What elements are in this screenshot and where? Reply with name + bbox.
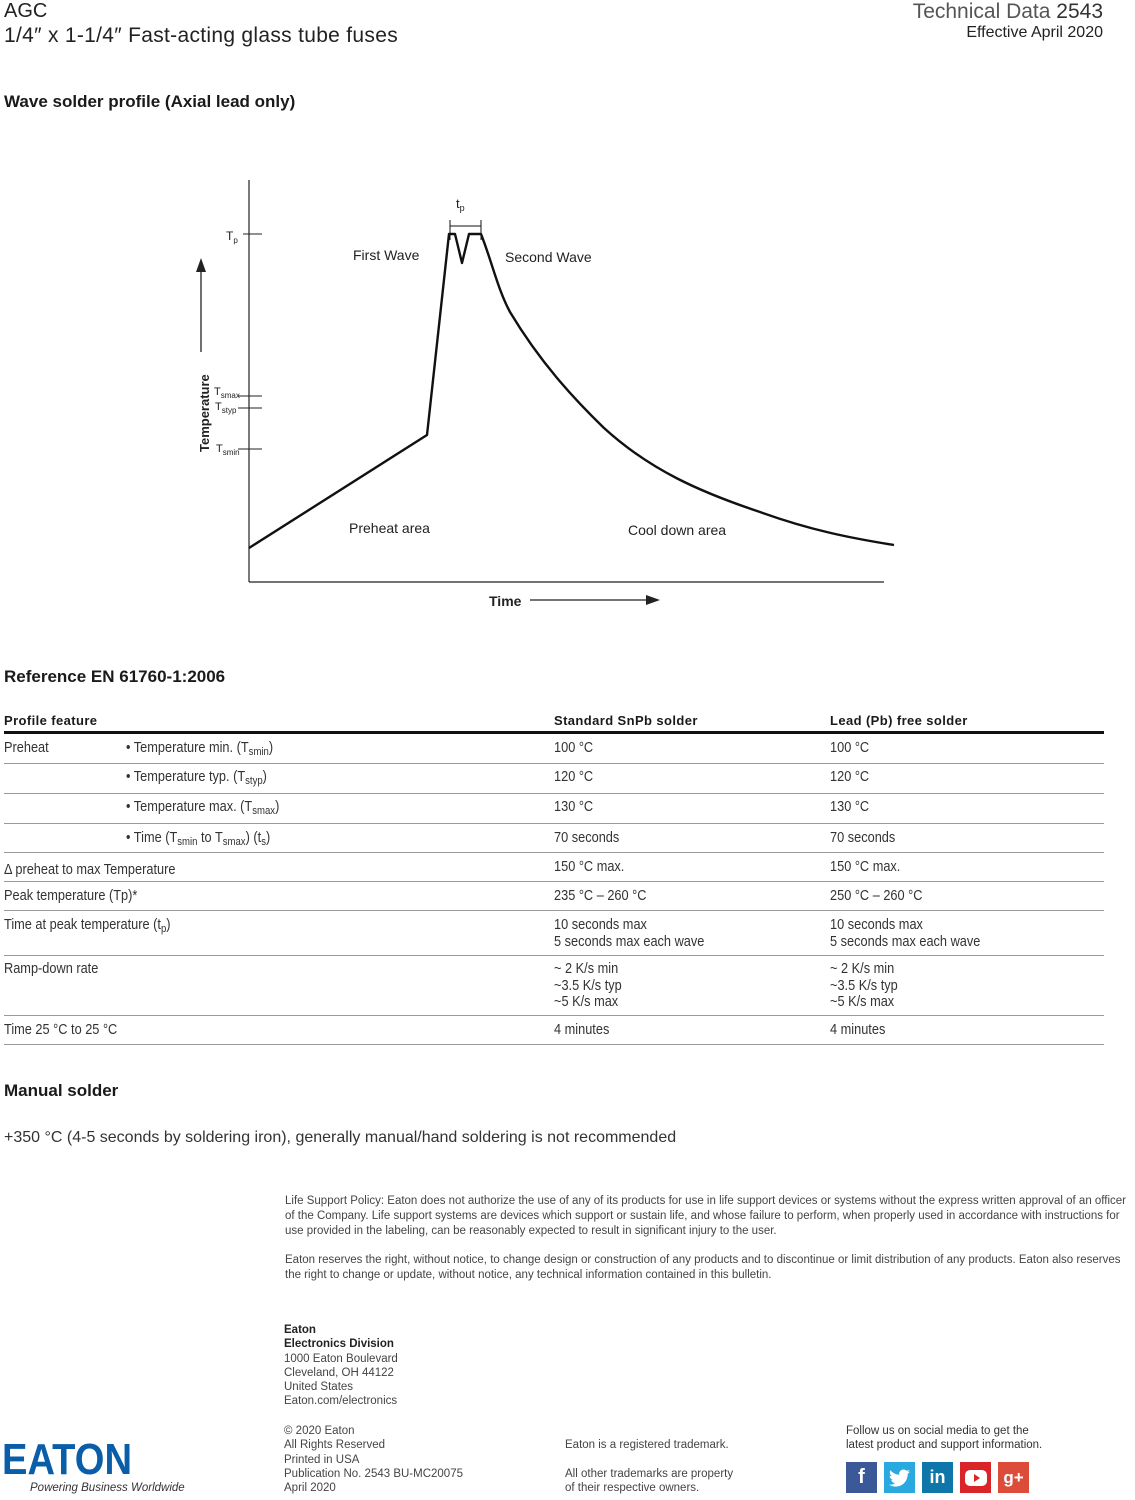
label-tstyp: $T_{styp}$	[215, 401, 237, 415]
row-tmax-name: • Temperature max. $(T_{smax})$	[126, 799, 280, 817]
row-divider	[4, 1044, 1104, 1045]
row-peak-snpb: 235 °C – 260 °C	[554, 888, 647, 904]
youtube-icon[interactable]	[960, 1462, 991, 1493]
label-tp: $T_p$	[226, 229, 238, 245]
first-wave-label: First Wave	[353, 247, 420, 263]
row-t25-pbfree: 4 minutes	[830, 1022, 886, 1038]
company-name: Eaton	[284, 1324, 316, 1336]
tp-label: $t_p$	[456, 196, 465, 213]
row-divider	[4, 852, 1104, 853]
city: Cleveland, OH 44122	[284, 1366, 394, 1379]
product-code: AGC	[4, 0, 48, 22]
row-peak-pbfree: 250 °C – 260 °C	[830, 888, 923, 904]
reference-title: Reference EN 61760-1:2006	[4, 667, 226, 686]
address-block	[284, 1323, 398, 1409]
row-divider	[4, 793, 1104, 794]
trademark-lines: All other trademarks are property of their respective owners.	[565, 1468, 734, 1495]
row-tpeak-snpb: 10 seconds max 5 seconds max each wave	[554, 917, 705, 950]
social-text: Follow us on social media to get the latest product and support information.	[846, 1425, 1043, 1452]
row-delta-name: Δ preheat to max Temperature	[4, 862, 176, 878]
label-tsmin: $T_{smin}$	[216, 443, 240, 457]
row-peak-name: Peak temperature (Tp)*	[4, 888, 138, 904]
y-arrow-head	[196, 258, 206, 272]
reserves-notice: Eaton reserves the right, without notice, to change design or construction of any products and to discontinue or limit distribution of any products. Eaton also reserves the right to change or update, without notice, any technical information contained in this bulletin.	[285, 1254, 1121, 1281]
eaton-logo	[2, 1435, 132, 1484]
row-ttyp-snpb: 120 °C	[554, 769, 594, 785]
googleplus-icon[interactable]: g+	[998, 1462, 1029, 1493]
division-name: Electronics Division	[284, 1338, 394, 1351]
trademark-line1: Eaton is a registered trademark.	[565, 1439, 729, 1451]
second-wave-label: Second Wave	[505, 249, 592, 265]
row-tmin-name: • Temperature min. $(T_{smin})$	[126, 740, 274, 758]
profile-curve	[249, 234, 894, 548]
preheat-area-label: Preheat area	[349, 520, 430, 536]
row-ramp-snpb: ~ 2 K/s min ~3.5 K/s typ ~5 K/s max	[554, 961, 622, 1010]
label-tsmax: $T_{smax}$	[214, 386, 240, 400]
wave-section-title: Wave solder profile (Axial lead only)	[4, 92, 296, 111]
row-tmin-snpb: 100 °C	[554, 740, 594, 756]
row-t25-snpb: 4 minutes	[554, 1022, 610, 1038]
row-divider	[4, 910, 1104, 911]
header-profile-feature: Profile feature	[4, 713, 98, 728]
header-snpb: Standard SnPb solder	[554, 713, 698, 728]
row-ramp-pbfree: ~ 2 K/s min ~3.5 K/s typ ~5 K/s max	[830, 961, 898, 1010]
row-divider	[4, 1015, 1104, 1016]
svg-text:EATON: EATON	[2, 1435, 132, 1484]
manual-title: Manual solder	[4, 1081, 119, 1100]
row-time-name: • Time ($T_{smin}$ to $T_{smax}$) $(t_s)$	[126, 830, 271, 848]
street: 1000 Eaton Boulevard	[284, 1352, 398, 1365]
row-ttyp-name: • Temperature typ. $(T_{styp})$	[126, 769, 267, 787]
x-axis-title: Time	[489, 593, 522, 609]
preheat-label: Preheat	[4, 740, 49, 756]
row-tmin-pbfree: 100 °C	[830, 740, 870, 756]
y-axis-title: Temperature	[197, 374, 212, 452]
cool-down-area-label: Cool down area	[628, 522, 727, 538]
row-tpeak-name: Time at peak temperature $(t_p)$	[4, 917, 171, 935]
header-pbfree: Lead (Pb) free solder	[830, 713, 968, 728]
row-tmax-snpb: 130 °C	[554, 799, 594, 815]
facebook-icon[interactable]: f	[846, 1462, 877, 1493]
row-delta-snpb: 150 °C max.	[554, 859, 625, 875]
manual-text: +350 °C (4-5 seconds by soldering iron), generally manual/hand soldering is not recommended	[4, 1129, 677, 1146]
row-tpeak-pbfree: 10 seconds max 5 seconds max each wave	[830, 917, 981, 950]
twitter-icon[interactable]	[884, 1462, 915, 1493]
row-time-pbfree: 70 seconds	[830, 830, 896, 846]
product-description: 1/4″ x 1-1/4″ Fast-acting glass tube fuses	[4, 24, 398, 47]
life-support-policy: Life Support Policy: Eaton does not authorize the use of any of its products for use in life support devices or systems without the express written approval of an officer of the Company. Life support systems are devices which support or sustain life, and whose failure to perform, when properly used in accordance with instructions for use provided in the labeling, can be reasonably expected to result in significant injury to the user.	[285, 1195, 1127, 1237]
row-ttyp-pbfree: 120 °C	[830, 769, 870, 785]
website-link[interactable]: Eaton.com/electronics	[284, 1395, 398, 1408]
x-arrow-head	[646, 595, 660, 605]
row-divider	[4, 881, 1104, 882]
document-number: 2543	[1056, 0, 1103, 23]
row-ramp-name: Ramp-down rate	[4, 961, 99, 977]
row-divider	[4, 823, 1104, 824]
logo-tagline: Powering Business Worldwide	[30, 1482, 185, 1494]
row-tmax-pbfree: 130 °C	[830, 799, 870, 815]
copyright-block: © 2020 Eaton All Rights Reserved Printed in USA Publication No. 2543 BU-MC20075 April 2020	[284, 1425, 463, 1495]
wave-solder-chart	[0, 0, 1135, 640]
row-time-snpb: 70 seconds	[554, 830, 620, 846]
linkedin-icon[interactable]: in	[922, 1462, 953, 1493]
row-divider	[4, 955, 1104, 956]
row-divider	[4, 763, 1104, 764]
country: United States	[284, 1381, 354, 1394]
row-delta-pbfree: 150 °C max.	[830, 859, 901, 875]
document-prefix: Technical Data	[912, 0, 1057, 23]
effective-date: Effective April 2020	[966, 24, 1103, 41]
header-rule	[4, 731, 1104, 734]
row-t25-name: Time 25 °C to 25 °C	[4, 1022, 118, 1038]
